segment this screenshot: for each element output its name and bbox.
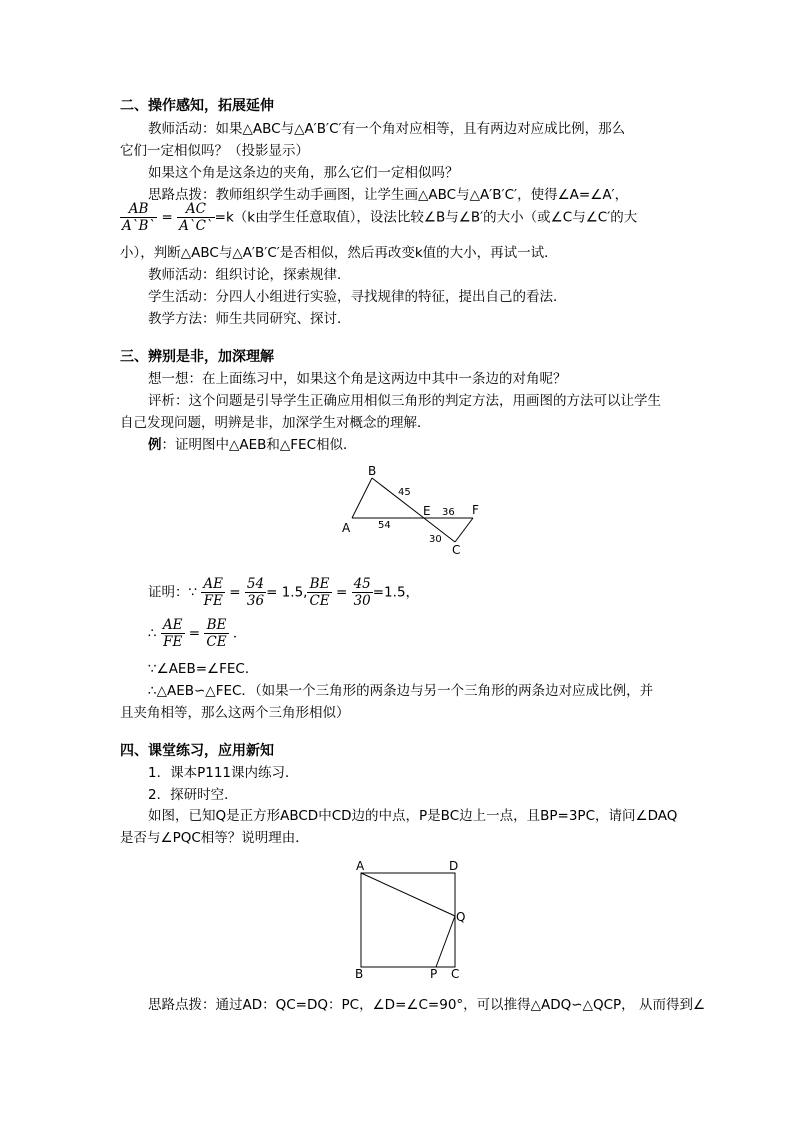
label-b: B: [368, 464, 377, 478]
fraction-ac: $\frac{AC}{A`C`}$: [179, 201, 213, 234]
length-45: 45: [398, 487, 411, 498]
label-q: Q: [456, 910, 466, 924]
label-f: F: [472, 503, 479, 517]
label-a: A: [342, 521, 351, 535]
paragraph: 学生活动：分四人小组进行实验，寻找规律的特征，提出自己的看法．: [148, 289, 567, 305]
paragraph: 思路点拨：教师组织学生动手画图，让学生画△ABC与△A′B′C′，使得∠A=∠A′，: [148, 187, 629, 203]
length-30: 30: [429, 534, 442, 545]
example-line: 例：证明图中△AEB和△FEC相似．: [148, 437, 357, 453]
proof-line-3: ∵∠AEB=∠FEC．: [148, 661, 259, 677]
label-c: C: [452, 543, 461, 557]
paragraph: 是否与∠PQC相等？说明理由．: [120, 830, 309, 846]
proof-line-2: ∴ $\frac{AE}{FE}$ = $\frac{BE}{CE}$ ．: [148, 617, 247, 650]
length-54: 54: [378, 520, 391, 531]
label-c: C: [451, 967, 460, 980]
paragraph: 如果这个角是这条边的夹角，那么它们一定相似吗？: [148, 165, 459, 181]
paragraph: 教师活动：如果△ABC与△A′B′C′有一个角对应相等，且有两边对应成比例，那么: [148, 121, 626, 137]
label-p: P: [430, 967, 438, 980]
paragraph: 小），判断△ABC与△A′B′C′是否相似，然后再改变k值的大小，再试一试．: [120, 245, 558, 261]
paragraph: 教学方法：师生共同研究、探讨．: [148, 311, 351, 327]
fraction-ab: $\frac{AB}{A`B`}$: [122, 201, 156, 234]
paragraph: 2．探研时空．: [148, 787, 238, 803]
section-heading-3: 三、辨别是非，加深理解: [120, 349, 274, 365]
square-figure: [345, 855, 475, 980]
proof-line-4: ∴△AEB∽△FEC．（如果一个三角形的两条边与另一个三角形的两条边对应成比例，并: [148, 683, 654, 699]
ratio-equation-line: $\frac{AB}{A`B`}$ = $\frac{AC}{A`C`}$ =k（k由学生任意取值），设法比较∠B与∠B′的大小（或∠C与∠C′的大: [122, 201, 638, 234]
label-a: A: [356, 859, 365, 873]
length-36: 36: [442, 507, 455, 518]
paragraph: 1．课本P111课内练习．: [148, 765, 299, 781]
label-d: D: [449, 859, 459, 873]
triangle-figure: [330, 458, 490, 560]
label-b: B: [355, 967, 364, 980]
fraction-ae-fe: $\frac{AE}{FE}$: [203, 576, 223, 609]
fraction-be-ce: $\frac{BE}{CE}$: [309, 576, 330, 609]
fraction-ae-fe: $\frac{AE}{FE}$: [162, 617, 183, 650]
paragraph: 评析：这个问题是引导学生正确应用相似三角形的判定方法，用画图的方法可以让学生: [148, 393, 661, 409]
proof-line-1: 证明：∵ $\frac{AE}{FE}$ = $\frac{54}{36}$ = 1.5, $\frac{BE}{CE}$ = $\frac{45}{30}$ =1.5，: [148, 576, 420, 609]
label-e: E: [423, 504, 431, 518]
fraction-45-30: $\frac{45}{30}$: [353, 576, 371, 609]
section-heading-2: 二、操作感知，拓展延伸: [120, 98, 274, 114]
paragraph: 自己发现问题，明辨是非，加深学生对概念的理解．: [120, 415, 431, 431]
paragraph: 想一想：在上面练习中，如果这个角是这两边中其中一条边的对角呢？: [148, 371, 567, 387]
fraction-be-ce: $\frac{BE}{CE}$: [206, 617, 227, 650]
paragraph: 思路点拨：通过AD：QC=DQ：PC，∠D=∠C=90°，可以推得△ADQ∽△QCP， 从而得到∠: [148, 997, 706, 1013]
section-heading-4: 四、课堂练习，应用新知: [120, 743, 274, 759]
paragraph: 教师活动：组织讨论，探索规律．: [148, 267, 351, 283]
fraction-54-36: $\frac{54}{36}$: [246, 576, 265, 609]
paragraph: 如图，已知Q是正方形ABCD中CD边的中点，P是BC边上一点，且BP=3PC，请问∠DAQ: [148, 808, 678, 824]
proof-line-5: 且夹角相等，那么这两个三角形相似）: [120, 705, 350, 721]
paragraph: 它们一定相似吗？（投影显示）: [120, 143, 309, 159]
